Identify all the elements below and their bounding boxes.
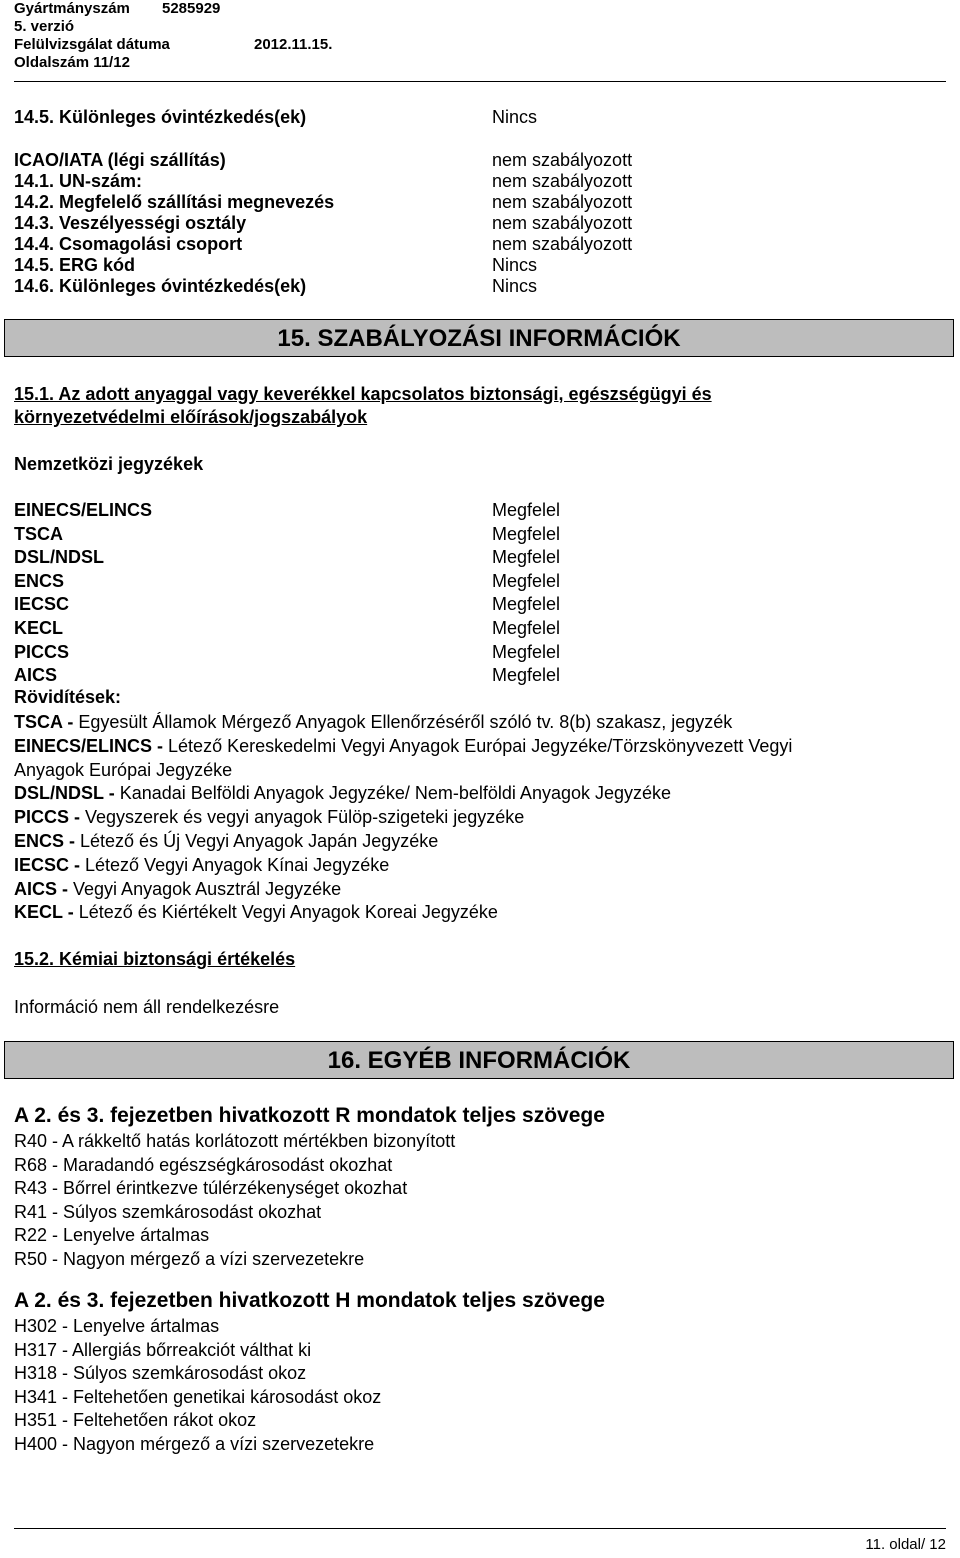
abbreviation-row bbox=[14, 901, 498, 923]
abbreviation-text: Kanadai Belföldi Anyagok Jegyzéke/ Nem-belföldi Anyagok Jegyzéke bbox=[119, 783, 672, 804]
abbreviation-key: DSL/NDSL bbox=[14, 783, 104, 804]
section-15-1-heading-line1: 15.1. Az adott anyaggal vagy keverékkel kapcsolatos biztonsági, egészségügyi és bbox=[14, 384, 712, 404]
abbreviation-text: Létező és Kiértékelt Vegyi Anyagok Koreai Jegyzéke bbox=[78, 902, 498, 923]
review-date-value: 2012.11.15. bbox=[254, 36, 333, 53]
h-phrase-item: H302 - Lenyelve ártalmas bbox=[14, 1316, 220, 1336]
inventory-name: AICS bbox=[14, 665, 58, 686]
abbreviation-text: Vegyszerek és vegyi anyagok Fülöp-szigeteki jegyzéke bbox=[85, 807, 525, 828]
abbreviation-row bbox=[14, 806, 524, 828]
abbreviation-separator: - bbox=[57, 878, 74, 899]
r-phrase-item: R22 - Lenyelve ártalmas bbox=[14, 1225, 210, 1246]
inventory-status: Megfelel bbox=[492, 665, 561, 686]
icao-row-label: 14.6. Különleges óvintézkedés(ek) bbox=[14, 276, 307, 296]
icao-row-value: nem szabályozott bbox=[492, 192, 633, 212]
inventory-name: EINECS/ELINCS bbox=[14, 500, 153, 520]
h-phrase-item: H317 - Allergiás bőrreakciót válthat ki bbox=[14, 1339, 312, 1360]
icao-row-value: Nincs bbox=[492, 276, 538, 296]
inventory-name: KECL bbox=[14, 618, 63, 638]
review-date-label: Felülvizsgálat dátuma bbox=[14, 36, 170, 53]
r-phrase-item: R41 - Súlyos szemkárosodást okozhat bbox=[14, 1201, 322, 1222]
h-phrase-item: H400 - Nagyon mérgező a vízi szervezetekre bbox=[14, 1434, 375, 1454]
abbreviation-row bbox=[14, 735, 792, 757]
icao-row-value: Nincs bbox=[492, 255, 538, 275]
icao-row-value: nem szabályozott bbox=[492, 213, 633, 233]
inventory-name: IECSC bbox=[14, 594, 70, 615]
abbreviation-text: Létező Kereskedelmi Vegyi Anyagok Európai Jegyzéke/Törzskönyvezett Vegyi bbox=[168, 735, 793, 756]
icao-row-value: nem szabályozott bbox=[492, 171, 633, 191]
section-15-2-text: Információ nem áll rendelkezésre bbox=[14, 997, 280, 1017]
icao-title: ICAO/IATA (légi szállítás) bbox=[14, 150, 226, 170]
abbreviation-text: Létező Vegyi Anyagok Kínai Jegyzéke bbox=[85, 854, 390, 875]
icao-row-label: 14.3. Veszélyességi osztály bbox=[14, 213, 247, 233]
abbreviation-text: Létező és Új Vegyi Anyagok Japán Jegyzéke bbox=[80, 831, 439, 851]
abbreviation-key: ENCS bbox=[14, 831, 65, 851]
abbreviation-row bbox=[14, 711, 732, 733]
abbreviation-separator: - bbox=[152, 735, 169, 756]
page-number-footer: 11. oldal/ 12 bbox=[865, 1536, 946, 1553]
section-15-1-heading-line2: környezetvédelmi előírások/jogszabályok bbox=[14, 407, 368, 427]
abbreviation-separator: - bbox=[69, 854, 86, 875]
icao-row-label: 14.2. Megfelelő szállítási megnevezés bbox=[14, 192, 335, 212]
abbreviation-row bbox=[14, 782, 671, 804]
r-phrase-item: R50 - Nagyon mérgező a vízi szervezetekre bbox=[14, 1249, 365, 1269]
section-14-5-label: 14.5. Különleges óvintézkedés(ek) bbox=[14, 107, 307, 127]
inventory-status: Megfelel bbox=[492, 594, 561, 615]
h-phrases-heading: A 2. és 3. fejezetben hivatkozott H mondatok teljes szövege bbox=[14, 1289, 605, 1312]
inventory-name: DSL/NDSL bbox=[14, 547, 104, 568]
section-16-banner bbox=[4, 1041, 954, 1079]
h-phrase-item: H351 - Feltehetően rákot okoz bbox=[14, 1410, 257, 1431]
inventory-status: Megfelel bbox=[492, 618, 561, 638]
abbreviation-key: KECL bbox=[14, 902, 63, 923]
icao-title-value: nem szabályozott bbox=[492, 150, 633, 170]
icao-row-label: 14.4. Csomagolási csoport bbox=[14, 234, 243, 254]
section-15-2-heading: 15.2. Kémiai biztonsági értékelés bbox=[14, 949, 296, 969]
abbreviation-key: PICCS bbox=[14, 807, 70, 828]
abbreviation-text: Egyesült Államok Mérgező Anyagok Ellenőrzéséről szóló tv. 8(b) szakasz, jegyzék bbox=[78, 712, 733, 732]
abbreviation-key: AICS bbox=[14, 878, 58, 899]
page-number-header: Oldalszám 11/12 bbox=[14, 54, 130, 71]
product-number-value: 5285929 bbox=[162, 0, 221, 17]
icao-row-label: 14.1. UN-szám: bbox=[14, 171, 143, 191]
inventory-status: Megfelel bbox=[492, 641, 561, 662]
footer-divider bbox=[14, 1528, 946, 1529]
abbreviation-key: IECSC bbox=[14, 854, 70, 875]
header-divider bbox=[14, 81, 946, 82]
r-phrase-item: R43 - Bőrrel érintkezve túlérzékenységet okozhat bbox=[14, 1178, 408, 1199]
r-phrase-item: R68 - Maradandó egészségkárosodást okozhat bbox=[14, 1154, 393, 1175]
abbreviation-row bbox=[14, 878, 341, 900]
inventory-name: PICCS bbox=[14, 641, 70, 662]
abbreviation-key: TSCA bbox=[14, 712, 63, 732]
section-14-5-value: Nincs bbox=[492, 107, 538, 127]
abbreviation-row bbox=[14, 854, 389, 876]
international-inventories-heading: Nemzetközi jegyzékek bbox=[14, 454, 204, 474]
inventory-name: ENCS bbox=[14, 570, 65, 591]
inventory-status: Megfelel bbox=[492, 500, 561, 520]
product-number-label: Gyártmányszám bbox=[14, 0, 130, 17]
r-phrases-heading: A 2. és 3. fejezetben hivatkozott R mondatok teljes szövege bbox=[14, 1104, 605, 1127]
inventory-status: Megfelel bbox=[492, 570, 561, 591]
abbreviation-separator: - bbox=[62, 712, 79, 732]
abbreviation-separator: - bbox=[103, 783, 120, 804]
abbreviation-text: Anyagok Európai Jegyzéke bbox=[14, 759, 233, 780]
section-16-title: 16. EGYÉB INFORMÁCIÓK bbox=[327, 1047, 631, 1074]
version-text: 5. verzió bbox=[14, 18, 75, 35]
inventory-status: Megfelel bbox=[492, 547, 561, 568]
abbreviation-row bbox=[14, 759, 232, 781]
inventory-status: Megfelel bbox=[492, 523, 561, 544]
icao-row-value: nem szabályozott bbox=[492, 234, 633, 254]
h-phrase-item: H318 - Súlyos szemkárosodást okoz bbox=[14, 1363, 307, 1384]
h-phrase-item: H341 - Feltehetően genetikai károsodást okoz bbox=[14, 1386, 382, 1407]
abbreviation-separator: - bbox=[69, 807, 86, 828]
section-15-title: 15. SZABÁLYOZÁSI INFORMÁCIÓK bbox=[277, 325, 681, 352]
abbreviation-text: Vegyi Anyagok Ausztrál Jegyzéke bbox=[73, 878, 342, 899]
r-phrase-item: R40 - A rákkeltő hatás korlátozott mértékben bizonyított bbox=[14, 1131, 456, 1151]
abbreviation-separator: - bbox=[64, 831, 81, 851]
abbreviation-row bbox=[14, 830, 438, 852]
abbreviations-heading: Rövidítések: bbox=[14, 687, 122, 707]
inventory-name: TSCA bbox=[14, 523, 63, 544]
section-15-banner bbox=[4, 319, 954, 357]
icao-row-label: 14.5. ERG kód bbox=[14, 255, 136, 275]
abbreviation-key: EINECS/ELINCS bbox=[14, 735, 153, 756]
abbreviation-separator: - bbox=[62, 902, 79, 923]
